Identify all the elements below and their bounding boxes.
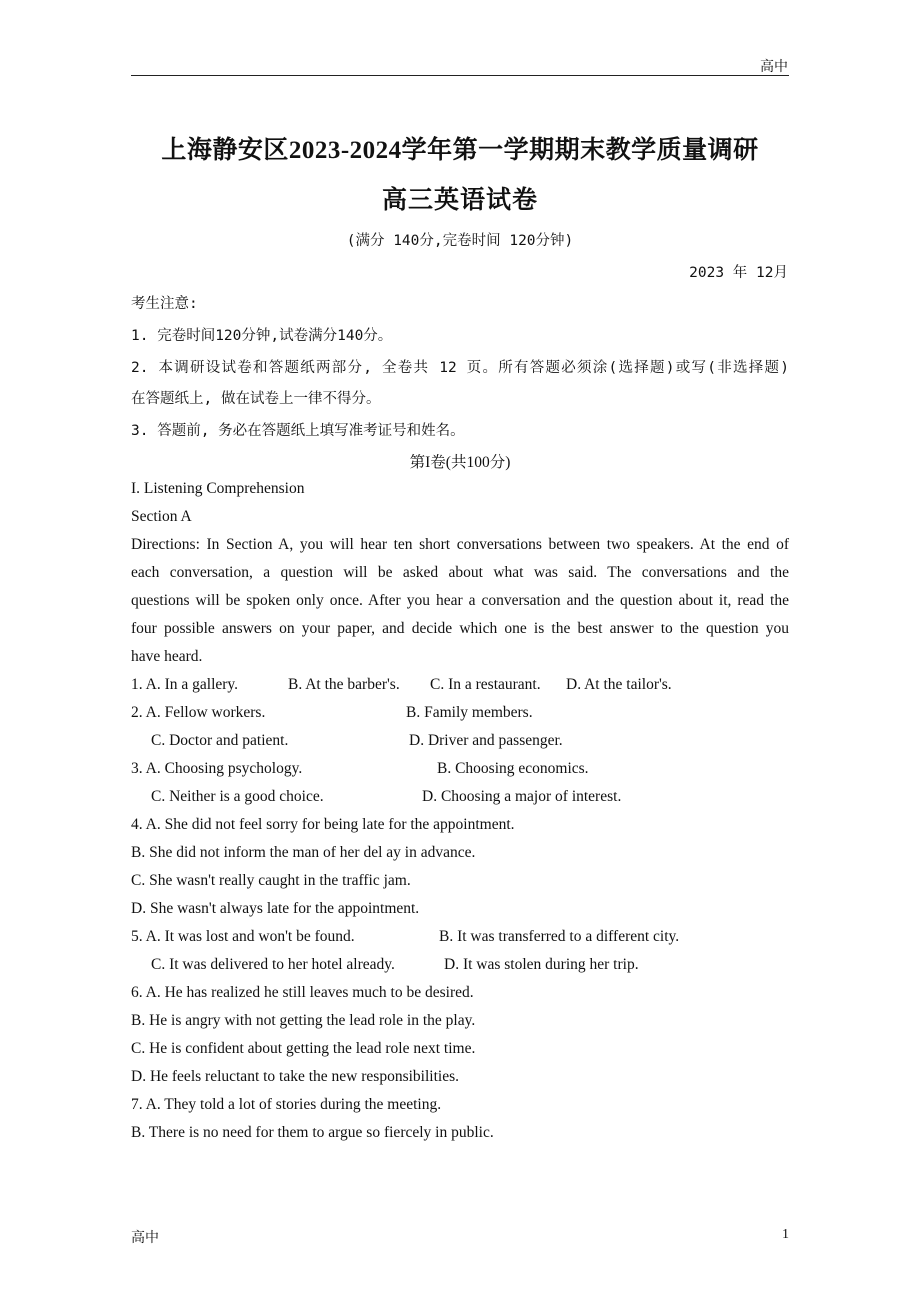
header-rule	[131, 75, 789, 76]
footer-label: 高中	[131, 1231, 159, 1246]
section-sub-heading: Section A	[131, 508, 192, 525]
notice-item-2-line-1: 2. 本调研设试卷和答题纸两部分, 全卷共 12 页。所有答题必须涂(选择题)或写(非选择题)	[131, 360, 789, 376]
q1-option-d: D. At the tailor's.	[566, 676, 672, 693]
q7-option-b: B. There is no need for them to argue so fiercely in public.	[131, 1124, 494, 1141]
q4-option-a: 4. A. She did not feel sorry for being late for the appointment.	[131, 816, 515, 833]
q2-option-b: B. Family members.	[406, 704, 533, 721]
q2-option-c: C. Doctor and patient.	[151, 732, 289, 749]
q5-option-d: D. It was stolen during her trip.	[444, 956, 639, 973]
part-heading: 第I卷(共100分)	[409, 454, 511, 471]
q4-option-c: C. She wasn't really caught in the traffic jam.	[131, 872, 411, 889]
directions-line: have heard.	[131, 648, 203, 665]
q6-option-c: C. He is confident about getting the lead role next time.	[131, 1040, 476, 1057]
q5-option-a: 5. A. It was lost and won't be found.	[131, 928, 355, 945]
notice-item-2-line-2: 在答题纸上, 做在试卷上一律不得分。	[131, 391, 381, 407]
exam-note: (满分 140分,完卷时间 120分钟)	[346, 233, 574, 249]
q3-option-d: D. Choosing a major of interest.	[422, 788, 622, 805]
q2-option-d: D. Driver and passenger.	[409, 732, 563, 749]
q4-option-d: D. She wasn't always late for the appointment.	[131, 900, 420, 917]
header-label: 高中	[760, 60, 788, 75]
notice-item-1: 1. 完卷时间120分钟,试卷满分140分。	[131, 328, 393, 344]
directions-line: each conversation, a question will be asked about what was said. The conversations and the	[131, 564, 789, 581]
section-heading: I. Listening Comprehension	[131, 480, 305, 497]
page-number: 1	[782, 1227, 789, 1242]
q5-option-b: B. It was transferred to a different city.	[439, 928, 680, 945]
q3-option-b: B. Choosing economics.	[437, 760, 589, 777]
q6-option-b: B. He is angry with not getting the lead role in the play.	[131, 1012, 476, 1029]
notice-heading: 考生注意:	[131, 296, 198, 312]
q6-option-d: D. He feels reluctant to take the new responsibilities.	[131, 1068, 459, 1085]
notice-item-3: 3. 答题前, 务必在答题纸上填写准考证号和姓名。	[131, 423, 465, 439]
directions-line: four possible answers on your paper, and decide which one is the best answer to the question you	[131, 620, 789, 637]
q4-option-b: B. She did not inform the man of her del ay in advance.	[131, 844, 476, 861]
q1-option-a: 1. A. In a gallery.	[131, 676, 239, 693]
exam-subtitle: 高三英语试卷	[381, 187, 538, 214]
q1-option-c: C. In a restaurant.	[430, 676, 541, 693]
exam-date: 2023 年 12月	[689, 265, 788, 281]
q5-option-c: C. It was delivered to her hotel already.	[151, 956, 395, 973]
q3-option-a: 3. A. Choosing psychology.	[131, 760, 303, 777]
q1-option-b: B. At the barber's.	[288, 676, 400, 693]
directions-line: Directions: In Section A, you will hear ten short conversations between two speakers. At the end of	[131, 536, 789, 553]
q3-option-c: C. Neither is a good choice.	[151, 788, 324, 805]
q7-option-a: 7. A. They told a lot of stories during the meeting.	[131, 1096, 442, 1113]
exam-title: 上海静安区2023-2024学年第一学期期末教学质量调研	[161, 137, 759, 164]
q6-option-a: 6. A. He has realized he still leaves much to be desired.	[131, 984, 474, 1001]
directions-line: questions will be spoken only once. After you hear a conversation and the question about it, read the	[131, 592, 789, 609]
q2-option-a: 2. A. Fellow workers.	[131, 704, 266, 721]
